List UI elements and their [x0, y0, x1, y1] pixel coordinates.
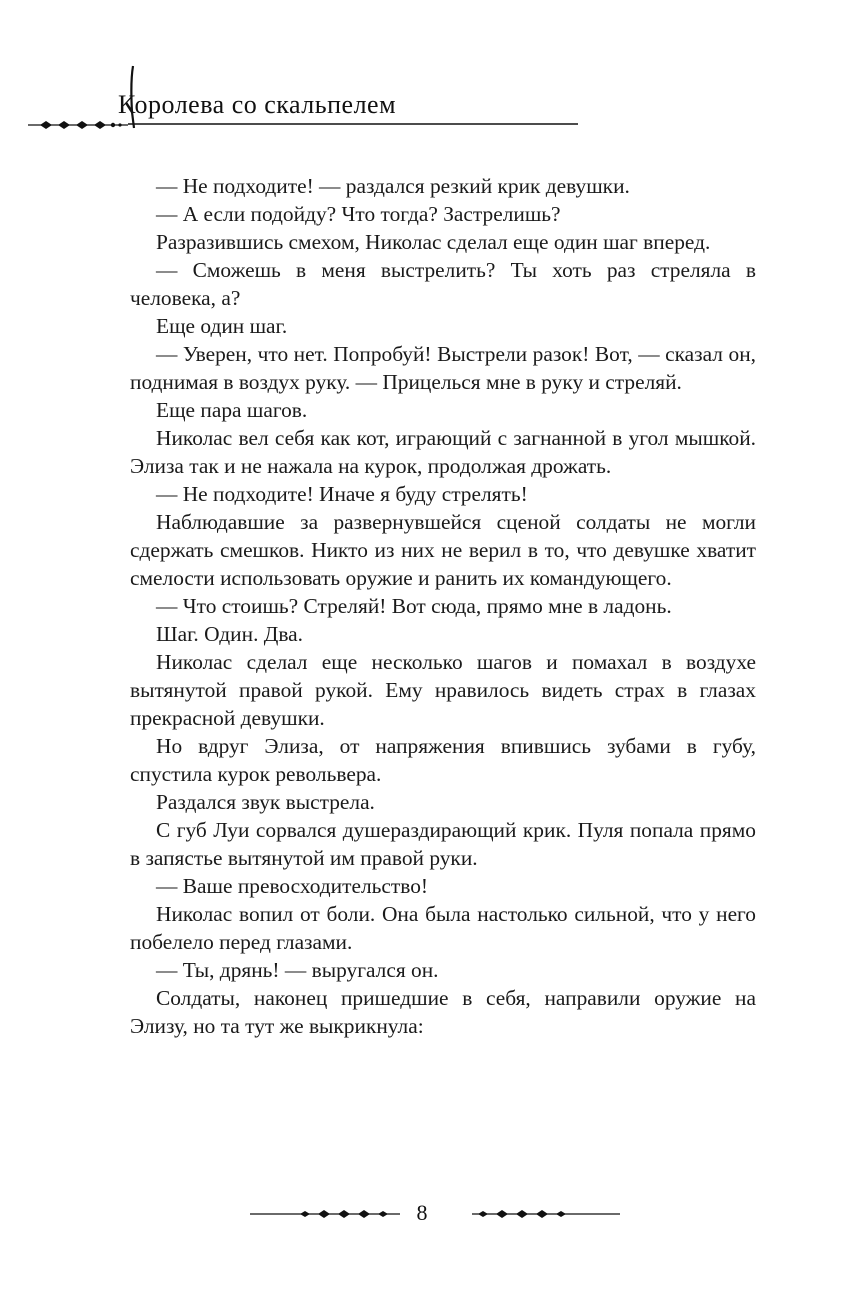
paragraph: Николас сделал еще несколько шагов и помахал в воздухе вытянутой правой рукой. Ему нравилось видеть страх в глазах прекрасной девушки.	[130, 650, 756, 730]
paragraph: — А если подойду? Что тогда? Застрелишь?	[156, 202, 561, 226]
paragraph: Раздался звук выстрела.	[156, 790, 375, 814]
page-body	[130, 172, 756, 1040]
page-number: 8	[416, 1200, 428, 1225]
paragraph: — Что стоишь? Стреляй! Вот сюда, прямо мне в ладонь.	[156, 594, 672, 618]
paragraph: Еще пара шагов.	[156, 398, 308, 422]
paragraph: Шаг. Один. Два.	[156, 622, 304, 646]
paragraph: — Не подходите! — раздался резкий крик девушки.	[156, 174, 630, 198]
paragraph: Николас вопил от боли. Она была настолько сильной, что у него побелело перед глазами.	[130, 902, 756, 954]
paragraph: Но вдруг Элиза, от напряжения впившись зубами в губу, спустила курок револьвера.	[130, 734, 756, 786]
paragraph: Николас вел себя как кот, играющий с загнанной в угол мышкой. Элиза так и не нажала на курок, продолжая дрожать.	[130, 426, 756, 478]
paragraph: — Сможешь в меня выстрелить? Ты хоть раз стреляла в человека, а?	[130, 258, 756, 310]
paragraph: Наблюдавшие за развернувшейся сценой солдаты не могли сдержать смешков. Никто из них не верил в то, что девушке хватит смелости использовать оружие и ранить их командующего.	[130, 510, 756, 590]
paragraph: — Ваше превосходительство!	[156, 874, 429, 898]
paragraph: С губ Луи сорвался душераздирающий крик. Пуля попала прямо в запястье вытянутой им правой руки.	[130, 818, 756, 870]
page-footer	[0, 1196, 844, 1236]
paragraph: — Ты, дрянь! — выругался он.	[156, 958, 439, 982]
book-title: Королева со скальпелем	[118, 90, 397, 119]
paragraph: Солдаты, наконец пришедшие в себя, направили оружие на Элизу, но та тут же выкрикнула:	[130, 986, 756, 1038]
paragraph: — Не подходите! Иначе я буду стрелять!	[156, 482, 528, 506]
running-header	[0, 64, 580, 134]
paragraph: Еще один шаг.	[156, 314, 288, 338]
paragraph: — Уверен, что нет. Попробуй! Выстрели разок! Вот, — сказал он, поднимая в воздух руку. — Прицелься мне в руку и стреляй.	[130, 342, 756, 394]
paragraph: Разразившись смехом, Николас сделал еще один шаг вперед.	[156, 230, 711, 254]
